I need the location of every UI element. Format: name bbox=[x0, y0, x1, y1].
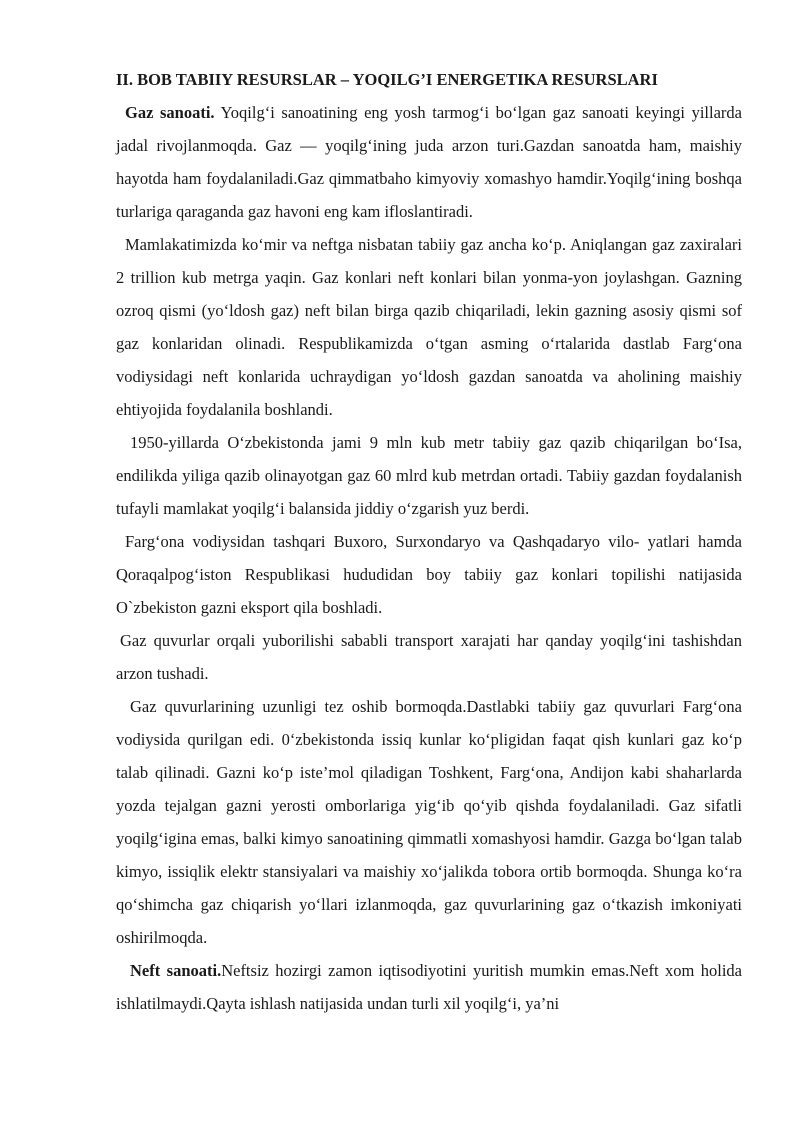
paragraph-gas-export bbox=[116, 525, 742, 624]
paragraph-gas-reserves bbox=[116, 228, 742, 426]
paragraph-text: Mamlakatimizda ko‘mir va neftga nisbatan tabiiy gaz ancha ko‘p. Aniqlangan gaz zaxiralari 2 trillion kub metrga yaqin. Gaz konlari neft konlari bilan yonma-yon joylashgan. Gazning ozroq qismi (yo‘ldosh gaz) neft bilan birga qazib chiqariladi, lekin gazning asosiy qismi sof gaz konlaridan olinadi. Respublikamizda o‘tgan asming o‘rtalarida dastlab Farg‘ona vodiysidagi neft konlarida uchraydigan yo‘ldosh gazdan sanoatda va aholining maishiy ehtiyojida foydalanila boshlandi. bbox=[116, 235, 742, 419]
paragraph-text: Neftsiz hozirgi zamon iqtisodiyotini yuritish mumkin emas.Neft xom holida ishlatilmaydi.Qayta ishlash natijasida undan turli xil yoqilg‘i, ya’ni bbox=[116, 961, 742, 1013]
paragraph-oil-industry bbox=[116, 954, 742, 1020]
paragraph-gas-industry bbox=[116, 96, 742, 228]
chapter-heading: II. BOB TABIIY RESURSLAR – YOQILG’I ENERGETIKA RESURSLARI bbox=[116, 70, 658, 89]
paragraph-gas-transport bbox=[116, 624, 742, 690]
document-page bbox=[116, 64, 742, 1020]
paragraph-text: 1950-yillarda O‘zbekistonda jami 9 mln kub metr tabiiy gaz qazib chiqarilgan bo‘Isa, endilikda yiliga qazib olinayotgan gaz 60 mlrd kub metrdan ortadi. Tabiiy gazdan foydalanish tufayli mamlakat yoqilg‘i balansida jiddiy o‘zgarish yuz berdi. bbox=[116, 433, 742, 518]
section-lead-oil: Neft sanoati. bbox=[130, 961, 222, 980]
section-lead-gas: Gaz sanoati. bbox=[125, 103, 215, 122]
paragraph-gas-production bbox=[116, 426, 742, 525]
paragraph-gas-pipelines bbox=[116, 690, 742, 954]
paragraph-text: Gaz quvurlarining uzunligi tez oshib bormoqda.Dastlabki tabiiy gaz quvurlari Farg‘ona vodiysida qurilgan edi. 0‘zbekistonda issiq kunlar ko‘pligidan faqat qish kunlari gaz ko‘p talab qilinadi. Gazni ko‘p iste’mol qiladigan Toshkent, Farg‘ona, Andijon kabi shaharlarda yozda tejalgan gazni yerosti omborlariga yig‘ib qo‘yib qishda foydalaniladi. Gaz sifatli yoqilg‘igina emas, balki kimyo sanoatining qimmatli xomashyosi hamdir. Gazga bo‘lgan talab kimyo, issiqlik elektr stansiyalari va maishiy xo‘jalikda tobora ortib bormoqda. Shunga ko‘ra qo‘shimcha gaz chiqarish yo‘llari izlanmoqda, gaz quvurlarining gaz o‘tkazish imkoniyati oshirilmoqda. bbox=[116, 697, 742, 947]
paragraph-text: Farg‘ona vodiysidan tashqari Buxoro, Surxondaryo va Qashqadaryo vilo- yatlari hamda Qoraqalpog‘iston Respublikasi hududidan boy tabiiy gaz konlari topilishi natijasida O`zbekiston gazni eksport qila boshladi. bbox=[116, 532, 742, 617]
paragraph-text: Gaz quvurlar orqali yuborilishi sababli transport xarajati har qanday yoqilg‘ini tashishdan arzon tushadi. bbox=[116, 631, 742, 683]
paragraph-text: Yoqilg‘i sanoatining eng yosh tarmog‘i bo‘lgan gaz sanoati keyingi yillarda jadal rivojlanmoqda. Gaz — yoqilg‘ining juda arzon turi.Gazdan sanoatda ham, maishiy hayotda ham foydalaniladi.Gaz qimmatbaho kimyoviy xomashyo hamdir.Yoqilg‘ining boshqa turlariga qaraganda gaz havoni eng kam ifloslantiradi. bbox=[116, 103, 742, 221]
